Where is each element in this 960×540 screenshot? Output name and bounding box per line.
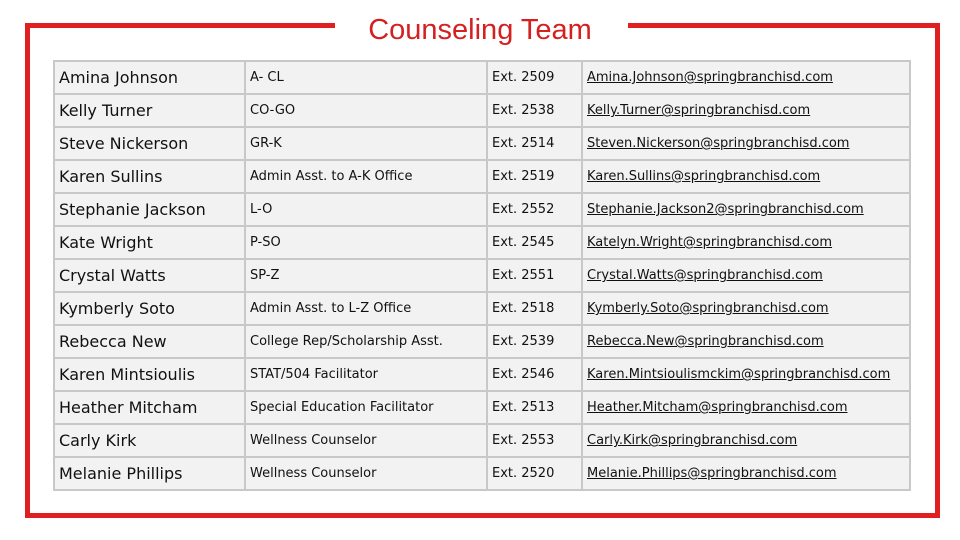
frame-border-bottom	[25, 513, 940, 518]
table-row	[54, 457, 910, 490]
staff-email-link[interactable]: Katelyn.Wright@springbranchisd.com	[587, 235, 833, 250]
staff-name: Karen Mintsioulis	[54, 358, 245, 391]
staff-email-cell	[582, 94, 910, 127]
staff-email-link[interactable]: Rebecca.New@springbranchisd.com	[587, 334, 824, 349]
staff-email-cell	[582, 325, 910, 358]
staff-extension: Ext. 2545	[487, 226, 582, 259]
staff-assignment: A- CL	[245, 61, 487, 94]
staff-extension: Ext. 2509	[487, 61, 582, 94]
staff-extension: Ext. 2519	[487, 160, 582, 193]
staff-email-cell	[582, 127, 910, 160]
staff-email-link[interactable]: Carly.Kirk@springbranchisd.com	[587, 433, 798, 448]
staff-extension: Ext. 2513	[487, 391, 582, 424]
staff-email-cell	[582, 61, 910, 94]
table-row	[54, 259, 910, 292]
table-row	[54, 325, 910, 358]
counseling-team-table	[53, 60, 911, 491]
staff-extension: Ext. 2546	[487, 358, 582, 391]
table-row	[54, 160, 910, 193]
staff-email-cell	[582, 457, 910, 490]
staff-assignment: SP-Z	[245, 259, 487, 292]
table-row	[54, 391, 910, 424]
frame-border-left	[25, 23, 30, 518]
staff-name: Carly Kirk	[54, 424, 245, 457]
table-row	[54, 193, 910, 226]
staff-email-link[interactable]: Kelly.Turner@springbranchisd.com	[587, 103, 811, 118]
staff-name: Crystal Watts	[54, 259, 245, 292]
staff-extension: Ext. 2552	[487, 193, 582, 226]
page-title: Counseling Team	[368, 14, 592, 46]
staff-email-cell	[582, 424, 910, 457]
table-row	[54, 358, 910, 391]
staff-name: Steve Nickerson	[54, 127, 245, 160]
staff-extension: Ext. 2551	[487, 259, 582, 292]
staff-email-link[interactable]: Stephanie.Jackson2@springbranchisd.com	[587, 202, 864, 217]
table-row	[54, 226, 910, 259]
staff-assignment: Wellness Counselor	[245, 424, 487, 457]
staff-extension: Ext. 2514	[487, 127, 582, 160]
staff-extension: Ext. 2520	[487, 457, 582, 490]
frame-border-right	[935, 23, 940, 518]
frame-border-top-right	[628, 23, 940, 28]
staff-email-link[interactable]: Kymberly.Soto@springbranchisd.com	[587, 301, 829, 316]
staff-assignment: P-SO	[245, 226, 487, 259]
staff-assignment: Admin Asst. to A-K Office	[245, 160, 487, 193]
staff-email-link[interactable]: Crystal.Watts@springbranchisd.com	[587, 268, 823, 283]
staff-name: Heather Mitcham	[54, 391, 245, 424]
table-row	[54, 292, 910, 325]
staff-email-cell	[582, 358, 910, 391]
staff-name: Amina Johnson	[54, 61, 245, 94]
table-row	[54, 61, 910, 94]
staff-email-link[interactable]: Karen.Sullins@springbranchisd.com	[587, 169, 821, 184]
staff-extension: Ext. 2539	[487, 325, 582, 358]
staff-assignment: College Rep/Scholarship Asst.	[245, 325, 487, 358]
staff-email-cell	[582, 391, 910, 424]
table-row	[54, 127, 910, 160]
staff-name: Melanie Phillips	[54, 457, 245, 490]
staff-email-cell	[582, 160, 910, 193]
staff-email-link[interactable]: Karen.Mintsioulismckim@springbranchisd.com	[587, 367, 891, 382]
staff-extension: Ext. 2553	[487, 424, 582, 457]
staff-assignment: STAT/504 Facilitator	[245, 358, 487, 391]
staff-extension: Ext. 2538	[487, 94, 582, 127]
staff-email-link[interactable]: Melanie.Phillips@springbranchisd.com	[587, 466, 837, 481]
staff-email-link[interactable]: Heather.Mitcham@springbranchisd.com	[587, 400, 848, 415]
staff-email-cell	[582, 226, 910, 259]
table-row	[54, 94, 910, 127]
staff-name: Rebecca New	[54, 325, 245, 358]
staff-name: Kymberly Soto	[54, 292, 245, 325]
staff-assignment: Admin Asst. to L-Z Office	[245, 292, 487, 325]
staff-name: Kate Wright	[54, 226, 245, 259]
staff-email-cell	[582, 193, 910, 226]
staff-assignment: GR-K	[245, 127, 487, 160]
table-row	[54, 424, 910, 457]
staff-email-cell	[582, 259, 910, 292]
team-table-body	[54, 61, 910, 490]
staff-extension: Ext. 2518	[487, 292, 582, 325]
staff-email-cell	[582, 292, 910, 325]
staff-assignment: Special Education Facilitator	[245, 391, 487, 424]
staff-assignment: CO-GO	[245, 94, 487, 127]
staff-assignment: Wellness Counselor	[245, 457, 487, 490]
staff-assignment: L-O	[245, 193, 487, 226]
staff-email-link[interactable]: Amina.Johnson@springbranchisd.com	[587, 70, 833, 85]
staff-email-link[interactable]: Steven.Nickerson@springbranchisd.com	[587, 136, 850, 151]
frame-border-top-left	[25, 23, 335, 28]
staff-name: Stephanie Jackson	[54, 193, 245, 226]
staff-name: Karen Sullins	[54, 160, 245, 193]
staff-name: Kelly Turner	[54, 94, 245, 127]
